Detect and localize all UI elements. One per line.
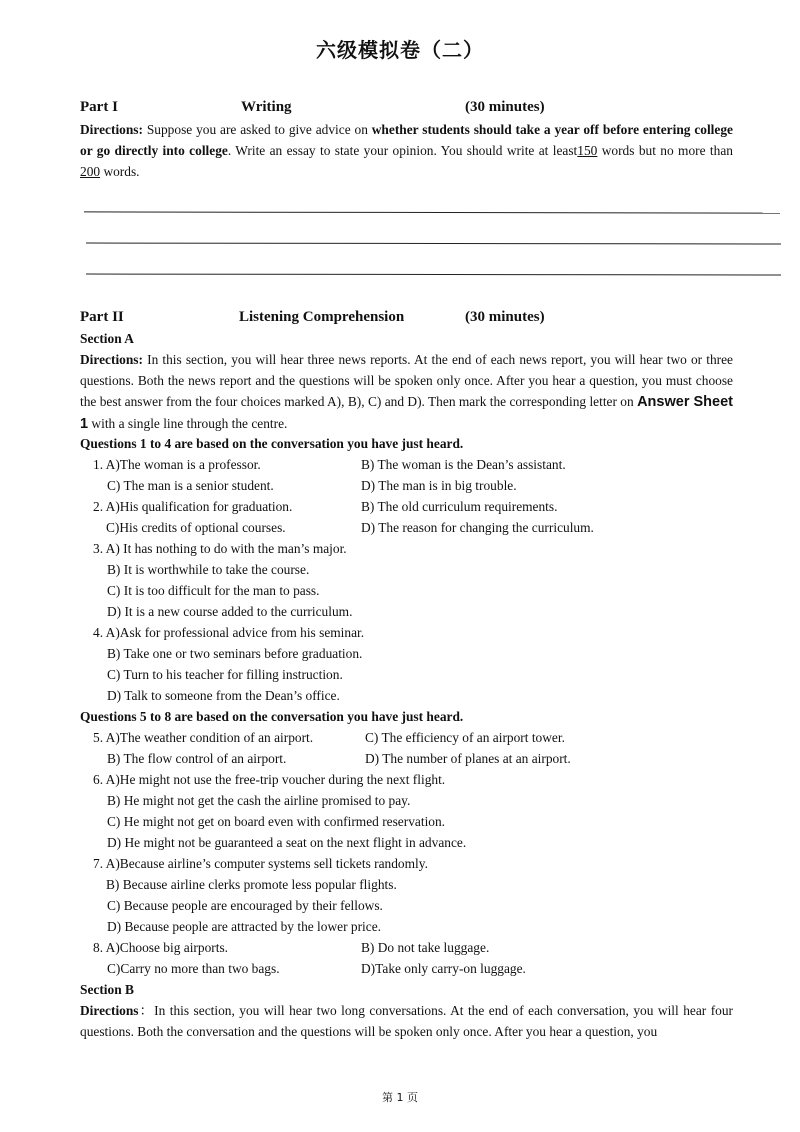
- q6-option-d: D) He might not be guaranteed a seat on the next flight in advance.: [107, 835, 467, 850]
- q2-option-d: D) The reason for changing the curriculum.: [361, 520, 594, 535]
- section-a-directions: Directions: In this section, you will hear three news reports. At the end of each news report, you will hear two or three questions. Both the news report and the questions will be spoken only once. After you hear a question, you must choose the best answer from the four choices marked A), B), C) and D). Then mark the corresponding letter on Answer Sheet 1 with a single line through the centre.: [80, 352, 733, 432]
- q7-option-a: 7. A)Because airline’s computer systems sell tickets randomly.: [93, 856, 428, 871]
- q1-option-a: 1. A)The woman is a professor.: [93, 457, 261, 472]
- q1-option-b: B) The woman is the Dean’s assistant.: [361, 457, 566, 472]
- q5-option-d: D) The number of planes at an airport.: [365, 751, 571, 766]
- q6-option-a: 6. A)He might not use the free-trip voucher during the next flight.: [93, 772, 446, 787]
- q4-option-d: D) Talk to someone from the Dean’s office.: [107, 688, 340, 703]
- section-a-heading: Section A: [80, 331, 134, 346]
- page-title: 六级模拟卷（二）: [316, 38, 484, 62]
- q7-option-b: B) Because airline clerks promote less popular flights.: [106, 877, 397, 892]
- writing-line-1: [84, 211, 780, 213]
- q8-option-b: B) Do not take luggage.: [361, 940, 490, 955]
- writing-line-3: [86, 274, 781, 276]
- q3-option-b: B) It is worthwhile to take the course.: [107, 562, 310, 577]
- directions-label: Directions:: [80, 122, 143, 137]
- min-words: 150: [577, 143, 598, 158]
- questions-1-4-heading: Questions 1 to 4 are based on the conversation you have just heard.: [80, 436, 464, 451]
- q2-option-a: 2. A)His qualification for graduation.: [93, 499, 293, 514]
- part-2-time: (30 minutes): [465, 309, 545, 325]
- q7-option-d: D) Because people are attracted by the lower price.: [107, 919, 381, 934]
- part-1-directions: Directions: Suppose you are asked to give advice on whether students should take a year off before entering college or go directly into college. Write an essay to state your opinion. You should write at least150 words but no more than 200 words.: [80, 122, 733, 179]
- part-2-name: Listening Comprehension: [239, 309, 405, 325]
- writing-line-2: [86, 243, 781, 245]
- section-b-heading: Section B: [80, 982, 134, 997]
- part-1-name: Writing: [241, 99, 292, 115]
- q3-option-a: 3. A) It has nothing to do with the man’s major.: [93, 541, 347, 556]
- section-b-directions: Directions：In this section, you will hear two long conversations. At the end of each conversation, you will hear four questions. Both the conversation and the questions will be spoken only once. After you hear a question, you: [80, 1003, 733, 1039]
- q8-option-a: 8. A)Choose big airports.: [93, 940, 229, 955]
- q6-option-b: B) He might not get the cash the airline promised to pay.: [107, 793, 411, 808]
- q4-option-b: B) Take one or two seminars before graduation.: [107, 646, 363, 661]
- page-number: 第 1 页: [382, 1091, 418, 1104]
- q2-option-b: B) The old curriculum requirements.: [361, 499, 558, 514]
- q4-option-a: 4. A)Ask for professional advice from his seminar.: [93, 625, 365, 640]
- q1-option-c: C) The man is a senior student.: [107, 478, 274, 493]
- directions-label: Directions: [80, 1003, 139, 1018]
- q3-option-c: C) It is too difficult for the man to pass.: [107, 583, 320, 598]
- q4-option-c: C) Turn to his teacher for filling instruction.: [107, 667, 343, 682]
- questions-5-8-heading: Questions 5 to 8 are based on the conversation you have just heard.: [80, 709, 464, 724]
- q7-option-c: C) Because people are encouraged by their fellows.: [107, 898, 383, 913]
- part-2-header: [80, 309, 740, 329]
- q5-option-b: B) The flow control of an airport.: [107, 751, 287, 766]
- q8-option-c: C)Carry no more than two bags.: [107, 961, 280, 976]
- q1-option-d: D) The man is in big trouble.: [361, 478, 517, 493]
- q8-option-d: D)Take only carry-on luggage.: [361, 961, 526, 976]
- q5-option-c: C) The efficiency of an airport tower.: [365, 730, 565, 745]
- essay-topic: whether students should take a year off before entering college or go directly into college: [80, 122, 733, 158]
- answer-sheet-ref: Answer Sheet 1: [80, 394, 733, 432]
- part-1-header: [80, 99, 740, 119]
- q6-option-c: C) He might not get on board even with confirmed reservation.: [107, 814, 446, 829]
- q3-option-d: D) It is a new course added to the curriculum.: [107, 604, 353, 619]
- part-1-label: Part I: [80, 99, 118, 115]
- directions-label: Directions:: [80, 352, 143, 367]
- q5-option-a: 5. A)The weather condition of an airport.: [93, 730, 314, 745]
- part-1-time: (30 minutes): [465, 99, 545, 115]
- q2-option-c: C)His credits of optional courses.: [106, 520, 286, 535]
- max-words: 200: [80, 164, 101, 179]
- part-2-label: Part II: [80, 309, 124, 325]
